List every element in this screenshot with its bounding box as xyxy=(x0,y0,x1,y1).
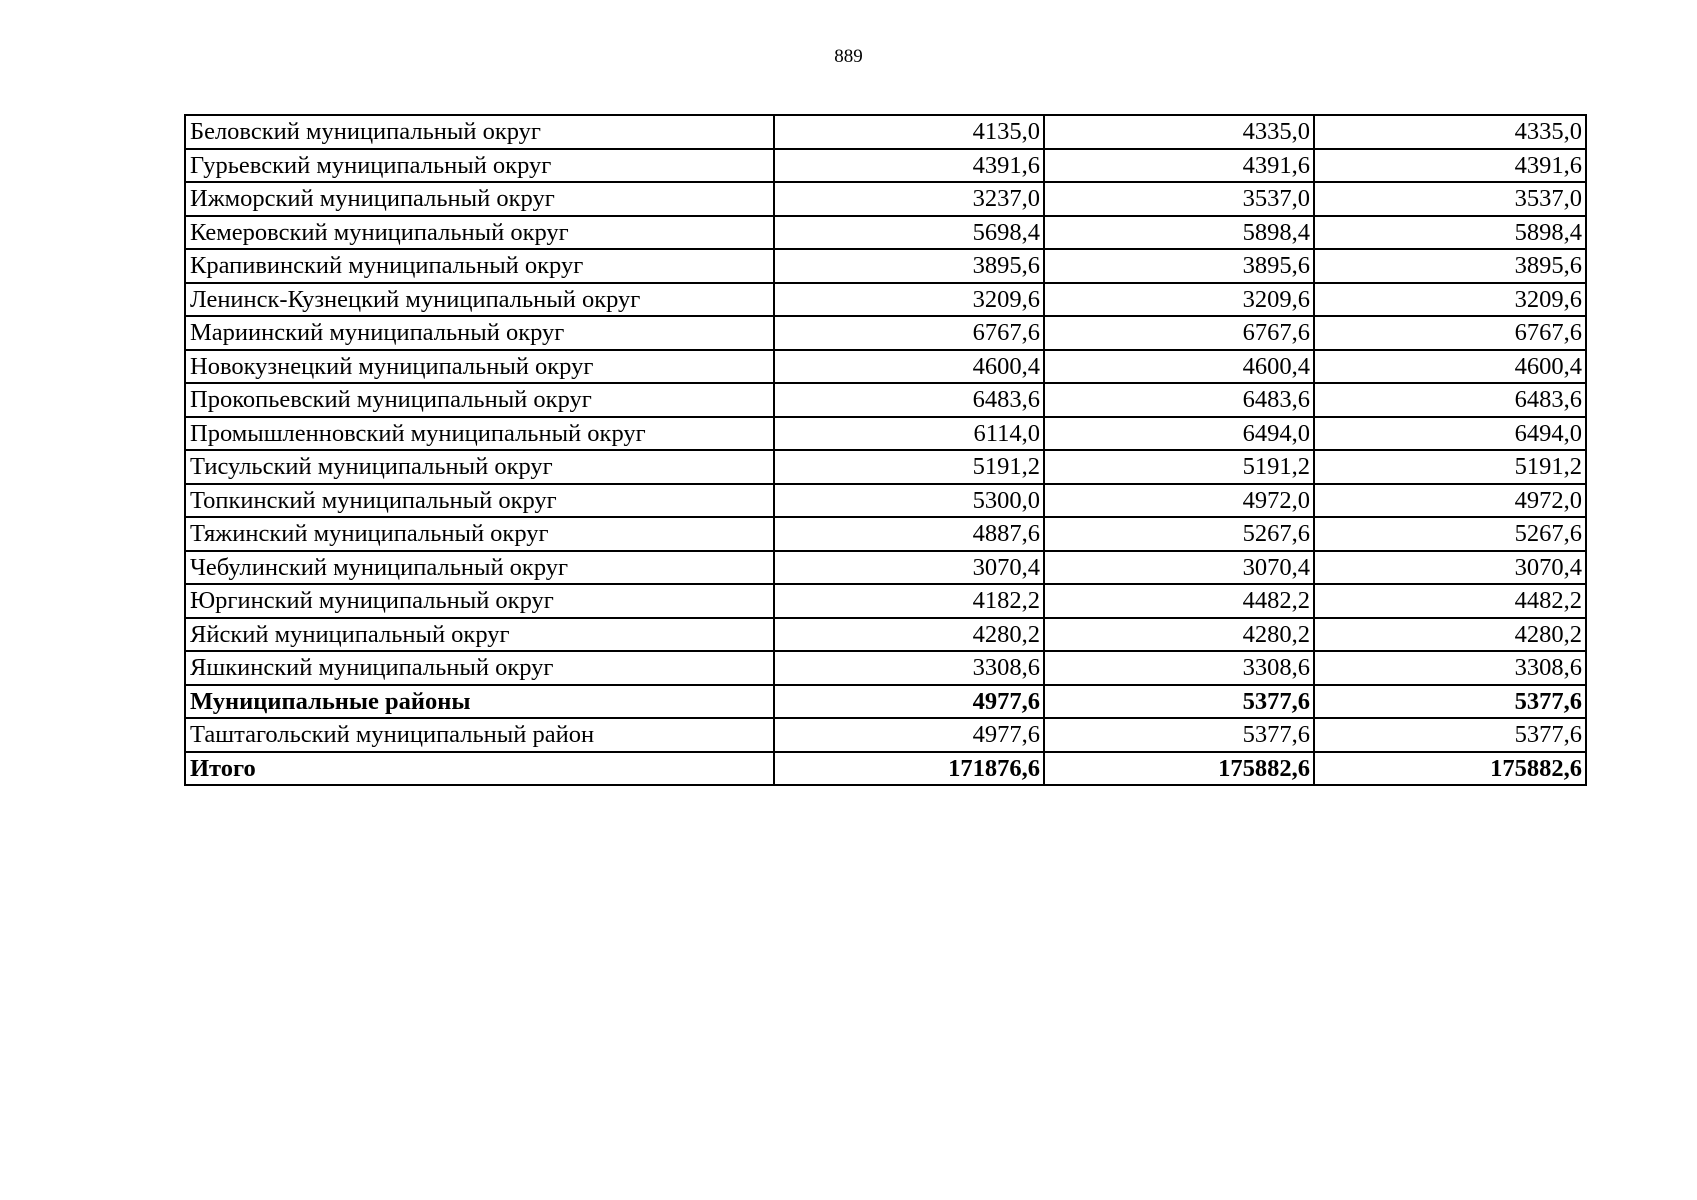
row-value-3-cell: 4972,0 xyxy=(1314,484,1586,518)
row-value-3-cell: 4335,0 xyxy=(1314,115,1586,149)
row-value-2-cell: 5377,6 xyxy=(1044,718,1314,752)
row-name-cell: Таштагольский муниципальный район xyxy=(185,718,774,752)
row-name-cell: Новокузнецкий муниципальный округ xyxy=(185,350,774,384)
row-value-2-cell: 6494,0 xyxy=(1044,417,1314,451)
row-value-1-cell: 3237,0 xyxy=(774,182,1044,216)
table-row xyxy=(185,149,1586,183)
row-name-cell: Мариинский муниципальный округ xyxy=(185,316,774,350)
row-value-2-cell: 3070,4 xyxy=(1044,551,1314,585)
table-row xyxy=(185,350,1586,384)
row-value-3-cell: 175882,6 xyxy=(1314,752,1586,786)
table-body xyxy=(185,115,1586,785)
row-name-cell: Беловский муниципальный округ xyxy=(185,115,774,149)
row-value-2-cell: 3895,6 xyxy=(1044,249,1314,283)
table-row xyxy=(185,182,1586,216)
table-row xyxy=(185,249,1586,283)
row-value-3-cell: 3070,4 xyxy=(1314,551,1586,585)
row-name-cell: Юргинский муниципальный округ xyxy=(185,584,774,618)
row-name-cell: Яшкинский муниципальный округ xyxy=(185,651,774,685)
row-value-1-cell: 3895,6 xyxy=(774,249,1044,283)
row-name-cell: Прокопьевский муниципальный округ xyxy=(185,383,774,417)
row-value-2-cell: 175882,6 xyxy=(1044,752,1314,786)
row-value-1-cell: 4135,0 xyxy=(774,115,1044,149)
row-name-cell: Итого xyxy=(185,752,774,786)
row-value-3-cell: 3209,6 xyxy=(1314,283,1586,317)
row-value-1-cell: 4977,6 xyxy=(774,685,1044,719)
row-value-3-cell: 5267,6 xyxy=(1314,517,1586,551)
row-value-3-cell: 5377,6 xyxy=(1314,718,1586,752)
row-value-1-cell: 4600,4 xyxy=(774,350,1044,384)
row-value-3-cell: 3537,0 xyxy=(1314,182,1586,216)
row-value-3-cell: 6483,6 xyxy=(1314,383,1586,417)
row-name-cell: Тяжинский муниципальный округ xyxy=(185,517,774,551)
row-value-2-cell: 5898,4 xyxy=(1044,216,1314,250)
row-value-2-cell: 4972,0 xyxy=(1044,484,1314,518)
row-value-2-cell: 4482,2 xyxy=(1044,584,1314,618)
row-value-3-cell: 4391,6 xyxy=(1314,149,1586,183)
table-row xyxy=(185,450,1586,484)
row-value-3-cell: 4482,2 xyxy=(1314,584,1586,618)
table-row xyxy=(185,685,1586,719)
row-value-3-cell: 3895,6 xyxy=(1314,249,1586,283)
row-name-cell: Крапивинский муниципальный округ xyxy=(185,249,774,283)
row-value-1-cell: 6483,6 xyxy=(774,383,1044,417)
table-row xyxy=(185,383,1586,417)
row-value-2-cell: 4335,0 xyxy=(1044,115,1314,149)
data-table xyxy=(184,114,1587,786)
row-value-3-cell: 4280,2 xyxy=(1314,618,1586,652)
table-row xyxy=(185,551,1586,585)
row-value-1-cell: 3070,4 xyxy=(774,551,1044,585)
row-name-cell: Гурьевский муниципальный округ xyxy=(185,149,774,183)
row-name-cell: Яйский муниципальный округ xyxy=(185,618,774,652)
row-value-1-cell: 4977,6 xyxy=(774,718,1044,752)
row-value-1-cell: 4280,2 xyxy=(774,618,1044,652)
row-value-1-cell: 5191,2 xyxy=(774,450,1044,484)
row-name-cell: Топкинский муниципальный округ xyxy=(185,484,774,518)
row-value-1-cell: 4887,6 xyxy=(774,517,1044,551)
table-row xyxy=(185,316,1586,350)
table-row xyxy=(185,417,1586,451)
table-row xyxy=(185,484,1586,518)
row-name-cell: Ижморский муниципальный округ xyxy=(185,182,774,216)
row-value-2-cell: 3209,6 xyxy=(1044,283,1314,317)
row-value-3-cell: 6494,0 xyxy=(1314,417,1586,451)
row-value-1-cell: 171876,6 xyxy=(774,752,1044,786)
row-value-1-cell: 4182,2 xyxy=(774,584,1044,618)
row-value-1-cell: 6114,0 xyxy=(774,417,1044,451)
row-value-2-cell: 4391,6 xyxy=(1044,149,1314,183)
table-row xyxy=(185,517,1586,551)
row-value-3-cell: 4600,4 xyxy=(1314,350,1586,384)
page-number: 889 xyxy=(834,46,863,67)
row-value-2-cell: 5267,6 xyxy=(1044,517,1314,551)
table-row xyxy=(185,283,1586,317)
row-value-3-cell: 3308,6 xyxy=(1314,651,1586,685)
row-value-2-cell: 5191,2 xyxy=(1044,450,1314,484)
row-value-2-cell: 6483,6 xyxy=(1044,383,1314,417)
row-value-1-cell: 6767,6 xyxy=(774,316,1044,350)
row-value-3-cell: 6767,6 xyxy=(1314,316,1586,350)
row-value-2-cell: 4280,2 xyxy=(1044,618,1314,652)
row-value-1-cell: 5698,4 xyxy=(774,216,1044,250)
row-value-1-cell: 5300,0 xyxy=(774,484,1044,518)
row-value-3-cell: 5898,4 xyxy=(1314,216,1586,250)
table-row xyxy=(185,115,1586,149)
row-name-cell: Чебулинский муниципальный округ xyxy=(185,551,774,585)
row-name-cell: Тисульский муниципальный округ xyxy=(185,450,774,484)
table-row xyxy=(185,718,1586,752)
table-row xyxy=(185,651,1586,685)
row-value-3-cell: 5191,2 xyxy=(1314,450,1586,484)
row-name-cell: Ленинск-Кузнецкий муниципальный округ xyxy=(185,283,774,317)
row-name-cell: Муниципальные районы xyxy=(185,685,774,719)
row-value-2-cell: 3308,6 xyxy=(1044,651,1314,685)
row-value-2-cell: 3537,0 xyxy=(1044,182,1314,216)
row-value-2-cell: 5377,6 xyxy=(1044,685,1314,719)
row-name-cell: Промышленновский муниципальный округ xyxy=(185,417,774,451)
row-value-3-cell: 5377,6 xyxy=(1314,685,1586,719)
table-row xyxy=(185,584,1586,618)
table-row xyxy=(185,752,1586,786)
row-name-cell: Кемеровский муниципальный округ xyxy=(185,216,774,250)
table-row xyxy=(185,618,1586,652)
row-value-1-cell: 4391,6 xyxy=(774,149,1044,183)
row-value-2-cell: 6767,6 xyxy=(1044,316,1314,350)
row-value-1-cell: 3209,6 xyxy=(774,283,1044,317)
row-value-2-cell: 4600,4 xyxy=(1044,350,1314,384)
row-value-1-cell: 3308,6 xyxy=(774,651,1044,685)
table-row xyxy=(185,216,1586,250)
